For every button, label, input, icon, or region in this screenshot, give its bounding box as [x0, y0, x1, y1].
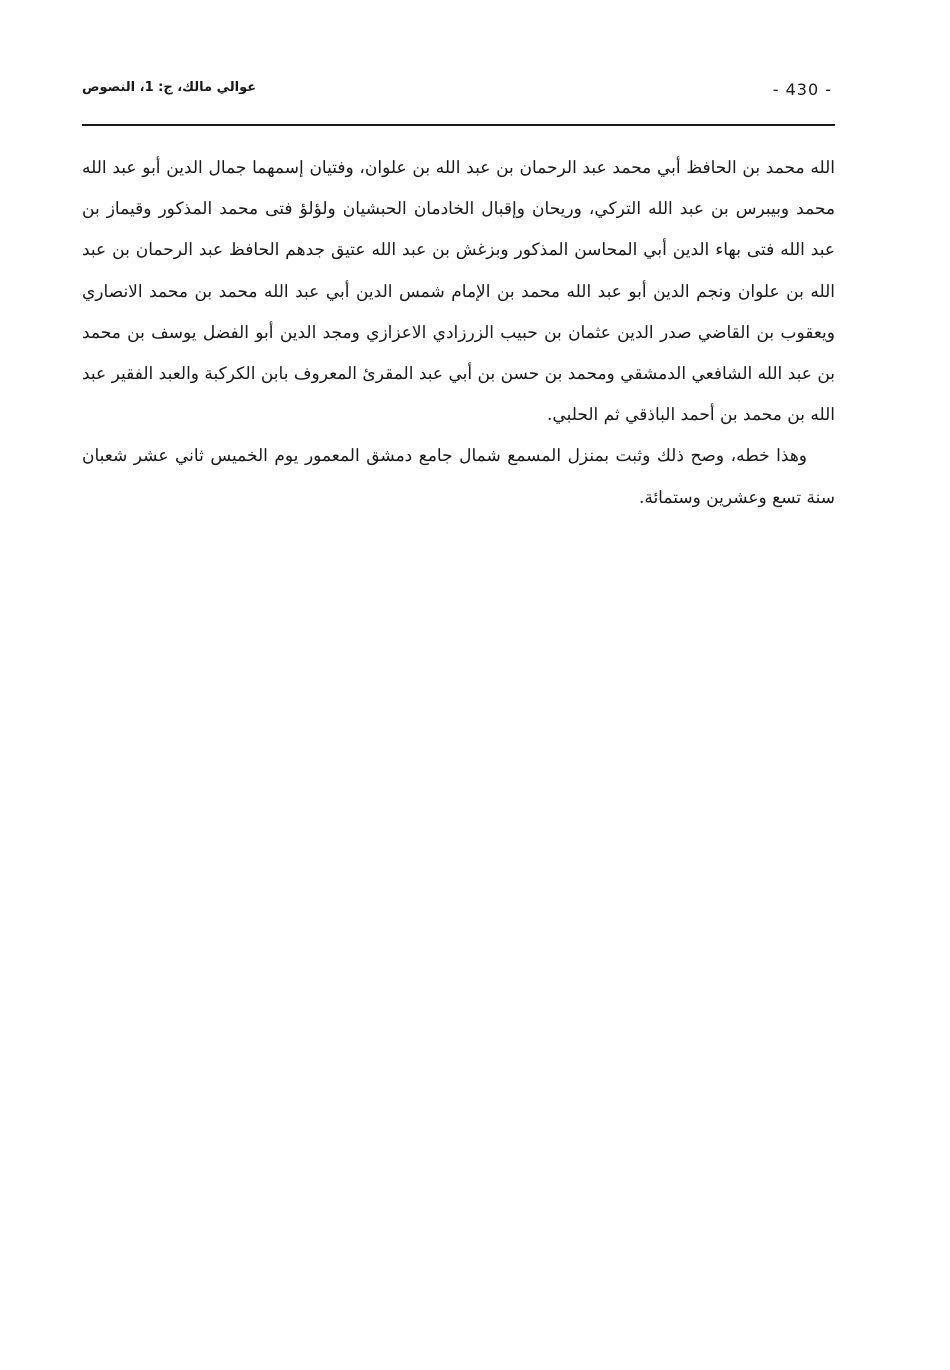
header-rule [82, 124, 835, 126]
running-title: عوالي مالك، ج: 1، النصوص [82, 80, 257, 95]
main-text [82, 148, 835, 519]
running-header [82, 76, 832, 106]
paragraph: الله محمد بن الحافظ أبي محمد عبد الرحمان بن عبد الله بن علوان، وفتيان إسمهما جمال الدين أبو عبد الله محمد وبيبرس بن عبد الله التركي، وريحان وإقبال الخادمان الحبشيان ولؤلؤ فتى محمد المذكور وقيماز بن عبد الله فتى بهاء الدين أبي المحاسن المذكور وبزغش بن عبد الله عتيق جدهم الحافظ عبد الرحمان بن عبد الله بن علوان ونجم الدين أبو عبد الله محمد بن الإمام شمس الدين أبي عبد الله محمد بن محمد الانصاري ويعقوب بن القاضي صدر الدين عثمان بن حبيب الزرزادي الاعزازي ومجد الدين أبو الفضل يوسف بن محمد بن عبد الله الشافعي الدمشقي ومحمد بن حسن بن أبي عبد المقرئ المعروف بابن الكركبة والعبد الفقير عبد الله بن محمد بن أحمد الباذقي ثم الحلبي. [82, 158, 835, 426]
paragraph: وهذا خطه، وصح ذلك وثبت بمنزل المسمع شمال جامع دمشق المعمور يوم الخميس ثاني عشر شعبان سنة تسع وعشرين وستمائة. [82, 446, 835, 508]
page-number: - 430 - [772, 80, 832, 99]
